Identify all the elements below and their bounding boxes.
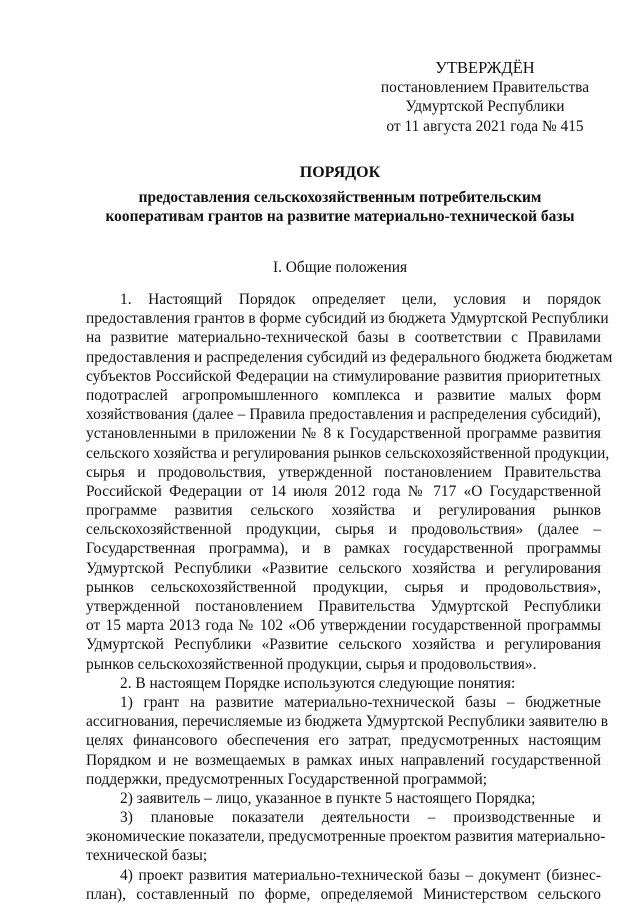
body-line: 4) проект развития материально-технической базы – документ (бизнес- <box>120 866 601 884</box>
body-line: план), составленный по форме, определяемой Министерством сельского <box>86 885 601 903</box>
approval-line-2: Удмуртской Республики <box>405 98 565 116</box>
body-line: сырья и продовольствия, утвержденной постановлением Правительства <box>86 463 601 481</box>
approval-stamp <box>360 58 610 136</box>
body-line: технической базы; <box>86 847 208 865</box>
body-line: 2) заявитель – лицо, указанное в пункте 5 настоящего Порядка; <box>120 789 536 807</box>
body-line: 1) грант на развитие материально-технической базы – бюджетные <box>120 693 601 711</box>
approval-line-3: от 11 августа 2021 года № 415 <box>386 117 584 135</box>
section-heading: I. Общие положения <box>272 259 408 276</box>
title-main: ПОРЯДОК <box>299 164 381 181</box>
body-line: экономические показатели, предусмотренные проектом развития материально- <box>86 828 606 846</box>
body-line: целях финансового обеспечения его затрат, предусмотренных настоящим <box>86 732 601 750</box>
body-line: на развитие материально-технической базы в соответствии с Правилами <box>86 329 601 347</box>
body-line: программе развития сельского хозяйства и регулирования рынков <box>86 502 601 520</box>
body-line: 2. В настоящем Порядке используются следующие понятия: <box>120 674 516 692</box>
body-line: 3) плановые показатели деятельности – производственные и <box>120 809 601 827</box>
body-line: установленными в приложении № 8 к Государственной программе развития <box>86 425 601 443</box>
body-line: Государственная программа), и в рамках государственной программы <box>86 540 601 558</box>
body-line: Удмуртской Республики «Развитие сельского хозяйства и регулирования <box>86 636 601 654</box>
body-text <box>86 290 613 904</box>
body-line: 1. Настоящий Порядок определяет цели, условия и порядок <box>120 291 601 308</box>
body-line: утвержденной постановлением Правительства Удмуртской Республики <box>86 598 601 615</box>
body-line: хозяйствования (далее – Правила предоставления и распределения субсидий), <box>86 406 601 424</box>
approval-line-1: постановлением Правительства <box>380 79 590 97</box>
body-line: подотраслей агропромышленного комплекса и развитие малых форм <box>86 386 601 404</box>
body-line: субъектов Российской Федерации на стимулирование развития приоритетных <box>86 367 601 385</box>
body-line: Российской Федерации от 14 июля 2012 года № 717 «О Государственной <box>86 482 601 500</box>
body-line: Удмуртской Республики «Развитие сельского хозяйства и регулирования <box>86 559 601 577</box>
body-line: поддержки, предусмотренных Государственной программой; <box>86 770 487 788</box>
body-line: рынков сельскохозяйственной продукции, сырья и продовольствия». <box>86 655 537 673</box>
body-line: рынков сельскохозяйственной продукции, сырья и продовольствия», <box>86 578 601 596</box>
approval-heading: УТВЕРЖДЁН <box>435 58 535 77</box>
title-sub-1: предоставления сельскохозяйственным потребительским <box>138 189 542 207</box>
body-line: от 15 марта 2013 года № 102 «Об утверждении государственной программы <box>86 617 601 635</box>
body-line: Порядком и не возмещаемых в рамках иных направлений государственной <box>86 751 601 769</box>
body-line: сельскохозяйственной продукции, сырья и продовольствия» (далее – <box>86 521 601 539</box>
body-line: ассигнования, перечисляемые из бюджета Удмуртской Республики заявителю в <box>86 713 608 731</box>
body-line: предоставления грантов в форме субсидий из бюджета Удмуртской Республики <box>86 310 609 328</box>
body-line: сельского хозяйства и регулирования рынков сельскохозяйственной продукции, <box>86 444 610 462</box>
body-line: предоставления и распределения субсидий из федерального бюджета бюджетам <box>86 348 613 366</box>
title-sub-2: кооперативам грантов на развитие материально-технической базы <box>105 208 575 226</box>
document-title <box>60 163 620 227</box>
